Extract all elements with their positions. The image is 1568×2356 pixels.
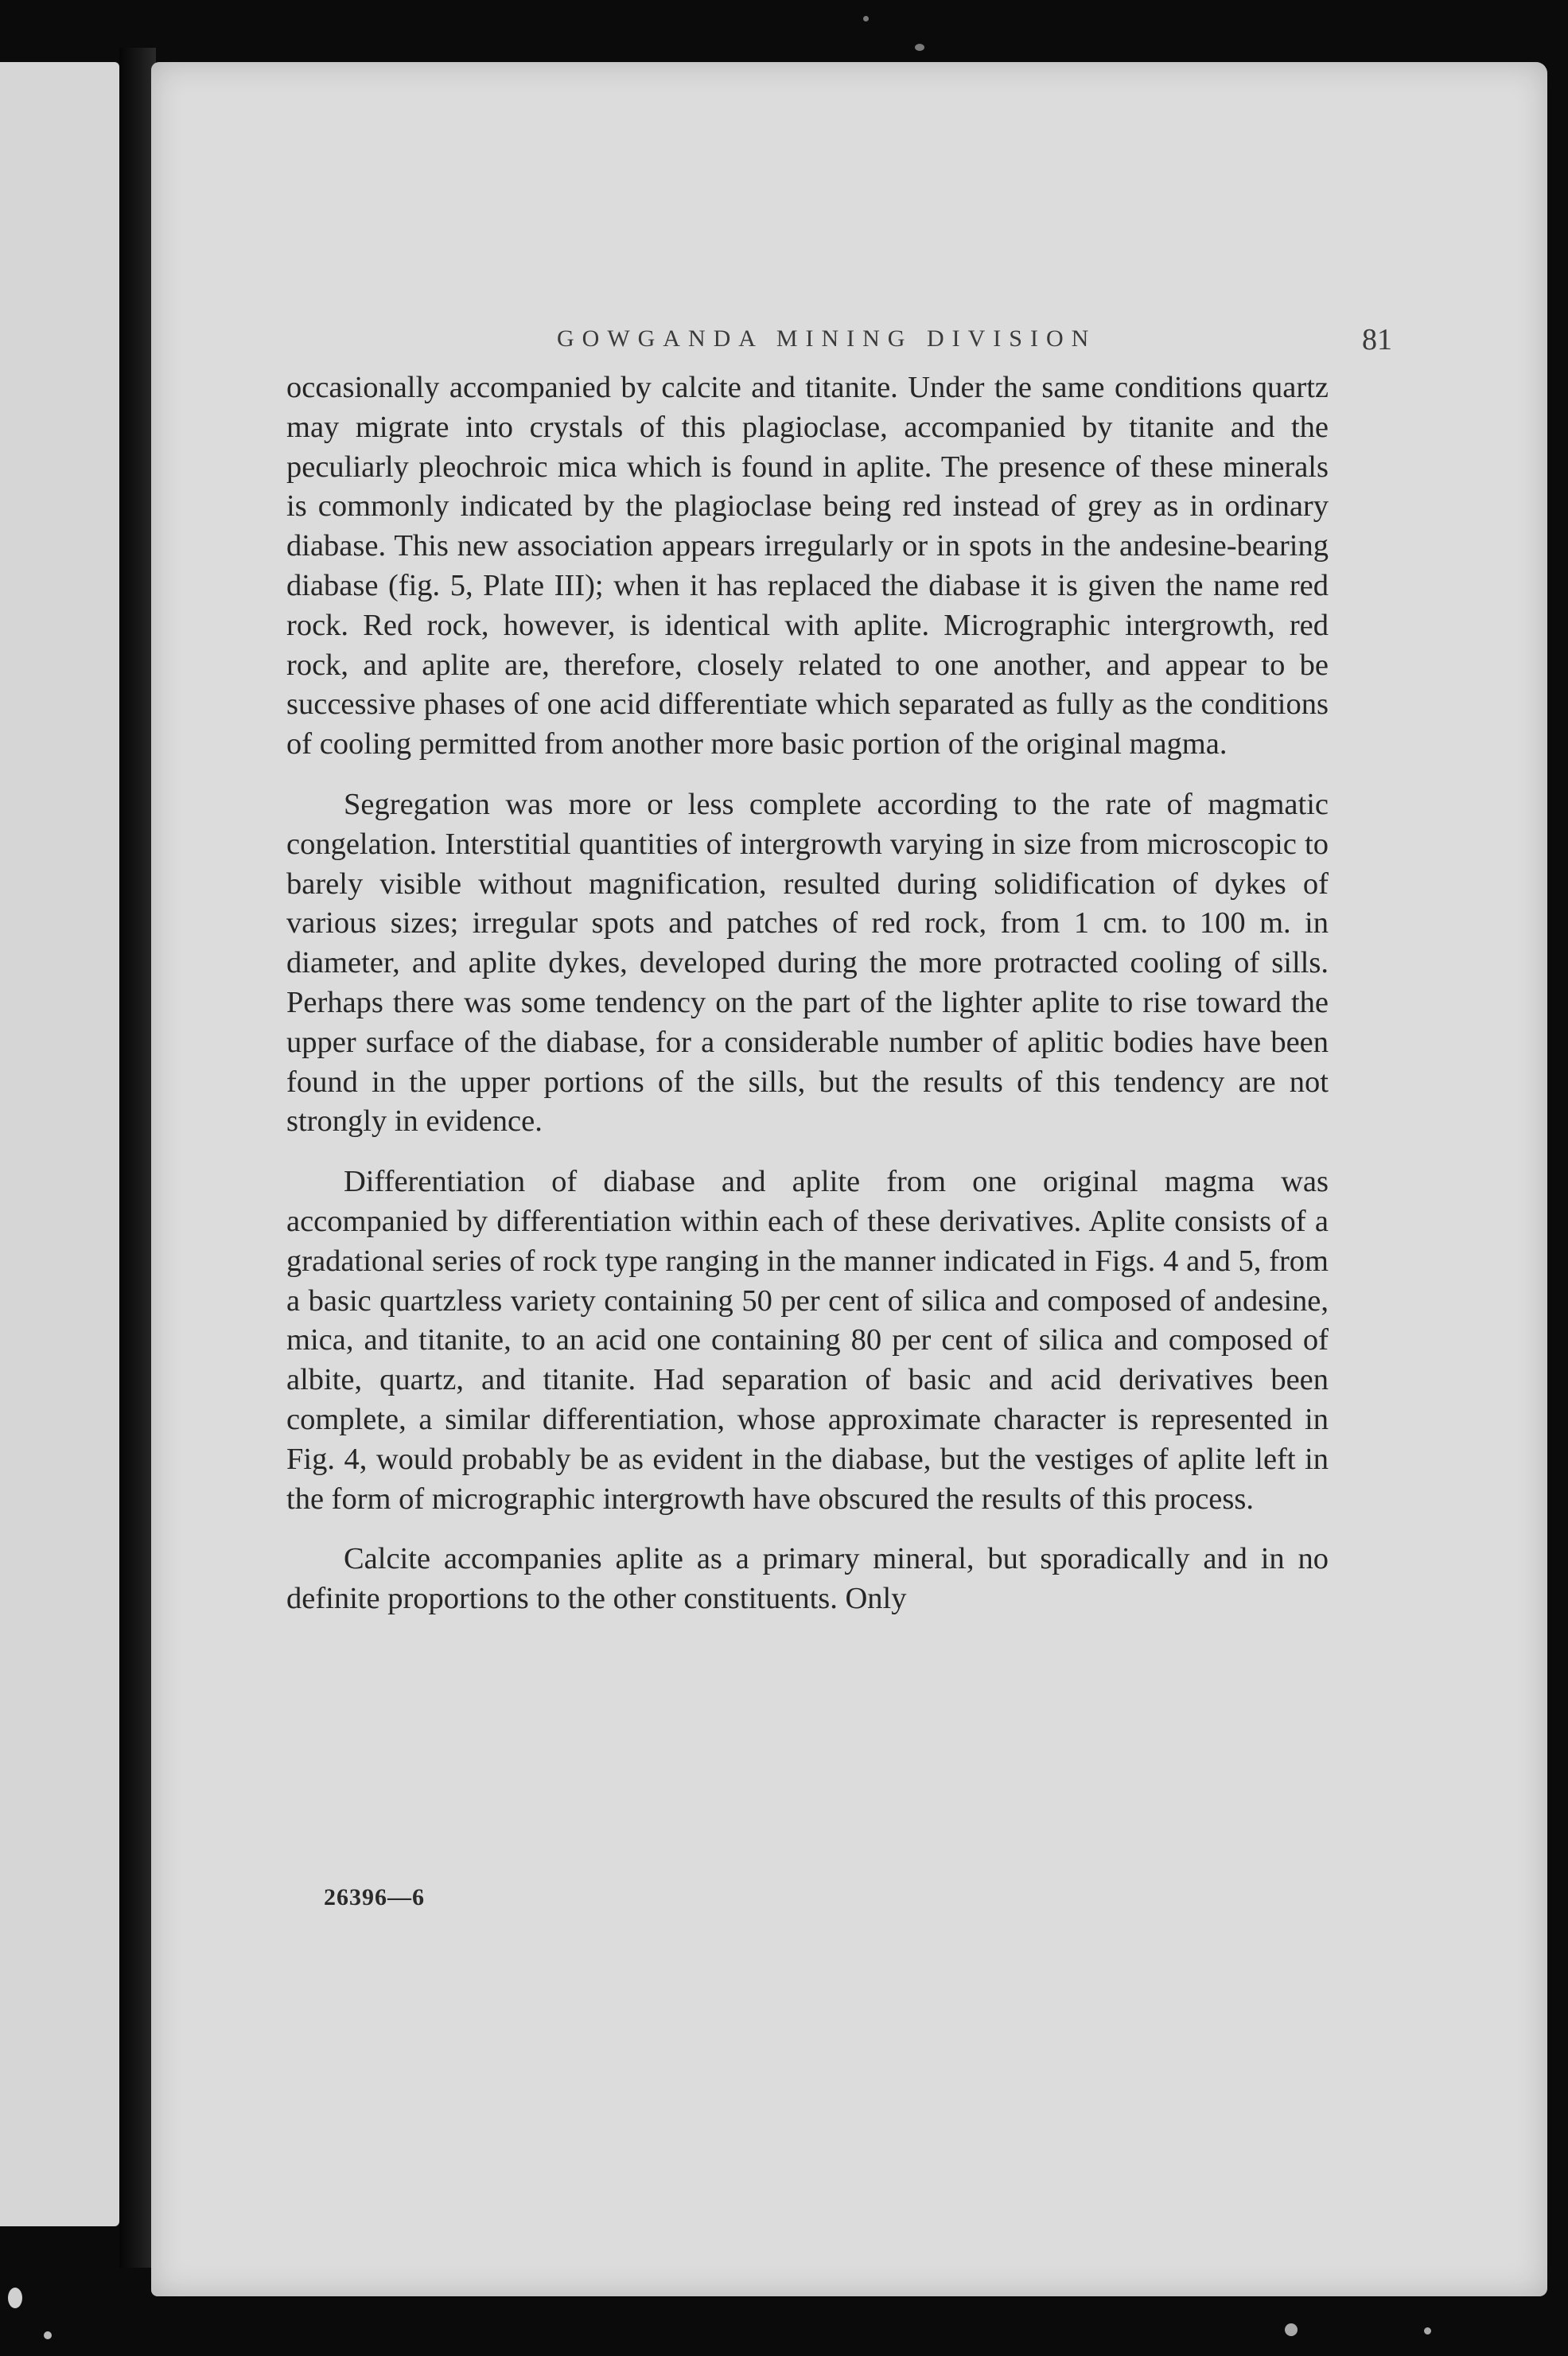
page-number: 81 (1362, 323, 1392, 356)
body-text (286, 368, 1329, 1640)
scan-speck (44, 2331, 52, 2339)
running-header-title: GOWGANDA MINING DIVISION (557, 325, 1097, 352)
previous-page-edge (0, 62, 119, 2226)
paragraph: Differentiation of diabase and aplite from one original magma was accompanied by differentiation within each of these derivatives. Aplite consists of a gradational series of rock type ranging in the manner indicated in Figs. 4 and 5, from a basic quartzless variety containing 50 per cent of silica and composed of andesine, mica, and titanite, to an acid one containing 80 per cent of silica and composed of albite, quartz, and titanite. Had separation of basic and acid derivatives been complete, a similar differentiation, whose approximate character is represented in Fig. 4, would probably be as evident in the diabase, but the vestiges of aplite left in the form of micrographic intergrowth have obscured the results of this process. (286, 1165, 1329, 1516)
paragraph: Calcite accompanies aplite as a primary mineral, but sporadically and in no definite proportions to the other constituents. Only (286, 1542, 1329, 1616)
running-header (557, 323, 1392, 356)
paragraph: occasionally accompanied by calcite and titanite. Under the same conditions quartz may migrate into crystals of this plagioclase, accompanied by titanite and the peculiarly pleochroic mica which is found in aplite. The presence of these minerals is commonly indicated by the plagioclase being red instead of grey as in ordinary diabase. This new association appears irregularly or in spots in the andesine-bearing diabase (fig. 5, Plate III); when it has replaced the diabase it is given the name red rock. Red rock, however, is identical with aplite. Micrographic intergrowth, red rock, and aplite are, therefore, closely related to one another, and appear to be successive phases of one acid differentiate which separated as fully as the conditions of cooling permitted from another more basic portion of the original magma. (286, 371, 1329, 761)
scan-speck (8, 2288, 22, 2308)
scan-speck (1285, 2323, 1298, 2336)
book-page (151, 62, 1547, 2296)
paragraph: Segregation was more or less complete according to the rate of magmatic congelation. Interstitial quantities of intergrowth varying in size from microscopic to barely visible without magnification, resulted during solidification of dykes of various sizes; irregular spots and patches of red rock, from 1 cm. to 100 m. in diameter, and aplite dykes, developed during the more protracted cooling of sills. Perhaps there was some tendency on the part of the lighter aplite to rise toward the upper surface of the diabase, for a considerable number of aplitic bodies have been found in the upper portions of the sills, but the results of this tendency are not strongly in evidence. (286, 787, 1329, 1139)
scan-speck (915, 44, 924, 51)
scan-speck (863, 16, 869, 21)
scan-speck (1424, 2327, 1431, 2335)
printer-signature: 26396—6 (324, 1884, 425, 1910)
